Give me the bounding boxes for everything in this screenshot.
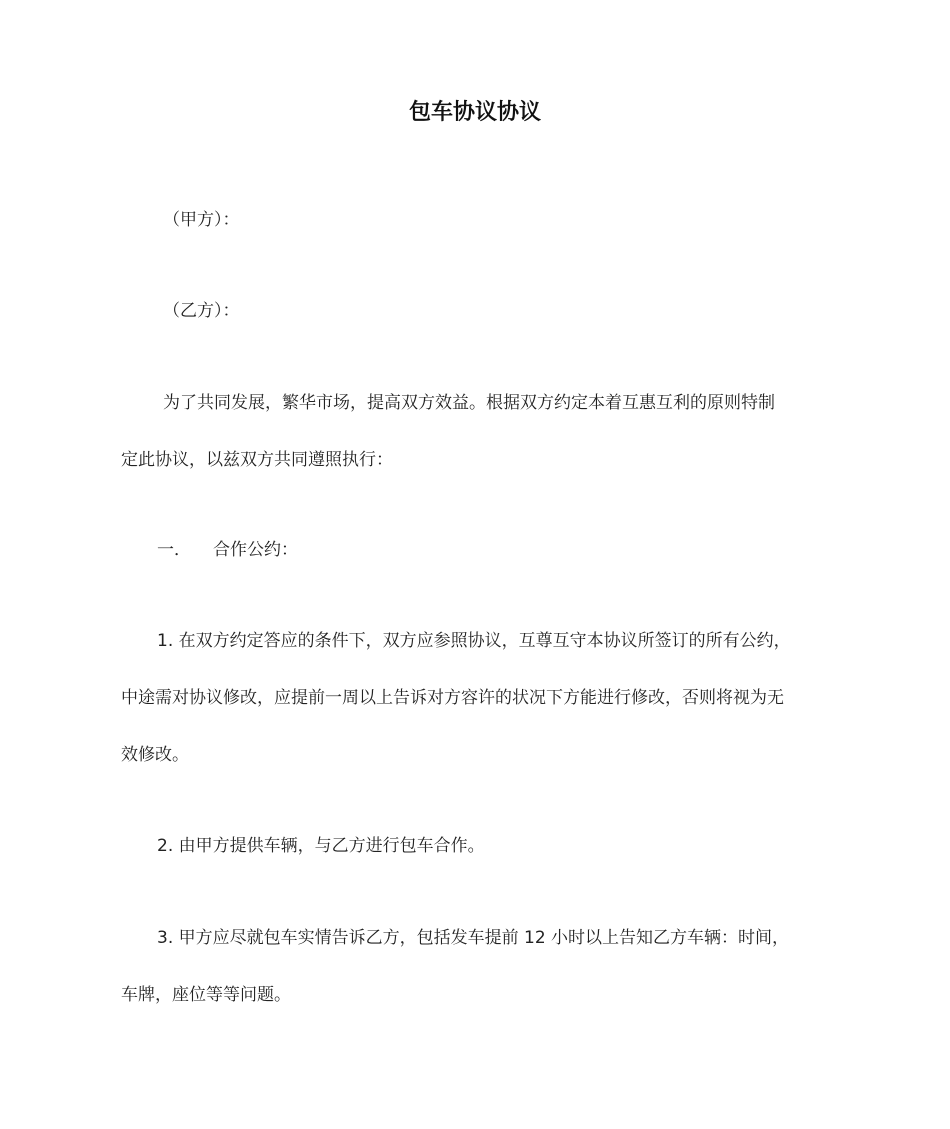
section-number: 一．: [157, 540, 191, 560]
intro-paragraph-line-1: 为了共同发展，繁华市场，提高双方效益。根据双方约定本着互惠互利的原则特制: [163, 393, 775, 413]
intro-paragraph-line-2: 定此协议，以兹双方共同遵照执行：: [121, 450, 393, 470]
section-title: 合作公约：: [213, 540, 298, 560]
item-1-line-3: 效修改。: [121, 745, 189, 765]
party-b-label: （乙方）：: [163, 301, 240, 321]
section-heading: [157, 538, 298, 562]
item-1-line-1: 1. 在双方约定答应的条件下，双方应参照协议，互尊互守本协议所签订的所有公约，: [157, 631, 791, 651]
item-1-line-2: 中途需对协议修改，应提前一周以上告诉对方容许的状况下方能进行修改，否则将视为无: [121, 688, 784, 708]
item-3-line-2: 车牌，座位等等问题。: [121, 985, 291, 1005]
party-a-label: （甲方）：: [163, 210, 240, 230]
item-3-line-1: 3. 甲方应尽就包车实情告诉乙方，包括发车提前 12 小时以上告知乙方车辆：时间，: [157, 928, 790, 948]
item-2-line-1: 2. 由甲方提供车辆，与乙方进行包车合作。: [157, 836, 485, 856]
document-title: 包车协议协议: [408, 100, 541, 125]
